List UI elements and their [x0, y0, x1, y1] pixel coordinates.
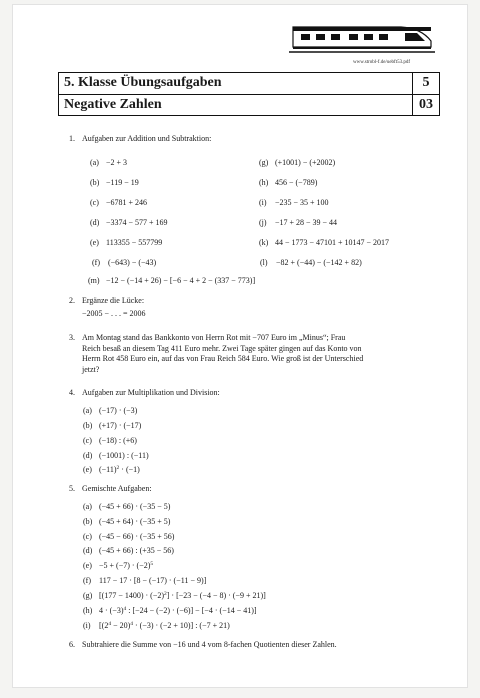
question-3: 3. Am Montag stand das Bankkonto von Herrn Rot mit −707 Euro im „Minus“; Frau Reich besaß an diesem Tag 411 Euro mehr. Zwei Tage später gingen auf das Konto von Herrn Rot 458 Euro ein, auf das von Frau Reich 584 Euro. Wie groß ist der Unterschied jetzt?	[69, 333, 364, 374]
question-2: 2. Ergänze die Lücke: −2005 − . . . = 2006	[69, 296, 449, 319]
question-4: 4. Aufgaben zur Multiplikation und Division:	[69, 388, 449, 399]
train-logo-icon	[289, 19, 435, 55]
task-5a: (a) (−45 + 66) · (−35 − 5)	[83, 502, 171, 511]
task-1c: (c) −6781 + 246	[90, 198, 148, 207]
task-1k: (k) 44 − 1773 − 47101 + 10147 − 2017	[259, 238, 390, 247]
task-5i: (i) $[(2^4 - 20)^4 \cdot (-3) \cdot (-2 + 10)]$ : (−7 + 21)	[83, 621, 230, 630]
task-4c: (c) (−18) : (+6)	[83, 436, 137, 445]
task-1m: (m) −12 − (−14 + 26) − [−6 − 4 + 2 − (337 − 773)]	[88, 276, 256, 285]
source-url: www.strobl-f.de/uebft53.pdf	[353, 60, 411, 65]
task-5b: (b) (−45 + 64) · (−35 + 5)	[83, 517, 171, 526]
task-1b: (b) −119 − 19	[90, 178, 139, 187]
task-4a: (a) (−17) · (−3)	[83, 406, 138, 415]
question-1: 1. Aufgaben zur Addition und Subtraktion:	[69, 134, 449, 145]
task-1j: (j) −17 + 28 − 39 − 44	[259, 218, 338, 227]
task-1l: (l) −82 + (−44) − (−142 + 82)	[260, 258, 362, 267]
task-1f: (f) (−643) − (−43)	[92, 258, 157, 267]
question-2-gap: −2005 − . . . = 2006	[82, 308, 146, 318]
question-2-text: Ergänze die Lücke:	[82, 296, 145, 305]
question-5-text: Gemischte Aufgaben:	[82, 484, 152, 493]
task-1a: (a) −2 + 3	[90, 158, 128, 167]
grade-number: 5	[412, 73, 439, 94]
worksheet-page	[12, 4, 468, 688]
task-5h: (h) $4 \cdot (-3)^4$ : [−24 − (−2) · (−6)] − [−4 · (−14 − 41)]	[83, 606, 257, 615]
sheet-number: 03	[412, 95, 439, 116]
task-4b: (b) (+17) · (−17)	[83, 421, 142, 430]
question-6-text: Subtrahiere die Summe von −16 und 4 vom 8-fachen Quotienten dieser Zahlen.	[82, 640, 337, 649]
task-5g: (g) $[(177 - 1400) \cdot (-2)^2] \cdot [-23 - (-4 - 8) \cdot (-9 + 21)]$	[83, 591, 266, 600]
task-5f: (f) 117 − 17 · [8 − (−17) · (−11 − 9)]	[83, 576, 207, 585]
question-4-text: Aufgaben zur Multiplikation und Division:	[82, 388, 220, 397]
page-title: 5. Klasse Übungsaufgaben	[64, 75, 222, 90]
task-5e: $(e) -5 + (-7) \cdot (-2)^5$	[83, 561, 154, 570]
page-subtitle: Negative Zahlen	[64, 97, 162, 112]
question-1-text: Aufgaben zur Addition und Subtraktion:	[82, 134, 212, 143]
task-5c: (c) (−45 − 66) · (−35 + 56)	[83, 532, 175, 541]
task-1g: (g) (+1001) − (+2002)	[259, 158, 336, 167]
question-5: 5. Gemischte Aufgaben:	[69, 484, 449, 495]
task-1i: (i) −235 − 35 + 100	[259, 198, 329, 207]
title-box	[58, 72, 440, 116]
task-5d: (d) (−45 + 66) : (+35 − 56)	[83, 546, 174, 555]
task-4e: (e) $(-11)^2 \cdot (-1)$	[83, 465, 140, 474]
task-1e: (e) 113355 − 557799	[90, 238, 163, 247]
task-1d: (d) −3374 − 577 + 169	[90, 218, 168, 227]
task-1h: (h) 456 − (−789)	[259, 178, 318, 187]
task-4d: (d) (−1001) : (−11)	[83, 451, 149, 460]
question-6: 6. Subtrahiere die Summe von −16 und 4 vom 8-fachen Quotienten dieser Zahlen.	[69, 640, 449, 651]
